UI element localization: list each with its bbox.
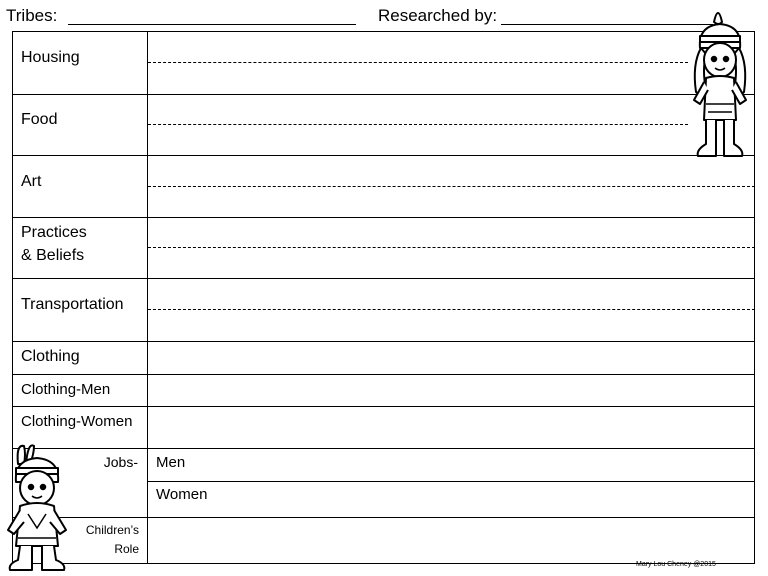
row-label-transportation: Transportation xyxy=(21,296,124,313)
row-label-beliefs: & Beliefs xyxy=(21,247,85,264)
row-divider xyxy=(12,217,755,218)
childrens-role-label-line2: Role xyxy=(114,542,139,556)
row-divider xyxy=(12,448,755,449)
childrens-role-label-line1: Children’s xyxy=(85,523,139,537)
jobs-men-label: Men xyxy=(156,454,186,471)
writing-line-housing[interactable] xyxy=(148,62,688,63)
row-divider xyxy=(12,94,755,95)
row-label-clothing: Clothing xyxy=(21,348,80,365)
row-label-housing: Housing xyxy=(21,49,80,66)
tribes-label: Tribes: xyxy=(6,6,58,25)
row-divider xyxy=(12,374,755,375)
row-label-practices: Practices xyxy=(21,224,87,241)
researched-by-label: Researched by: xyxy=(378,6,498,25)
jobs-women-label: Women xyxy=(156,486,208,503)
row-divider xyxy=(12,341,755,342)
row-label-clothing-men: Clothing-Men xyxy=(21,381,111,398)
writing-line-practices[interactable] xyxy=(148,247,755,248)
copyright-credit: Mary Lou Cheney @2015 xyxy=(636,561,716,568)
jobs-sub-divider xyxy=(147,481,755,482)
tribes-blank[interactable] xyxy=(68,24,356,25)
column-divider xyxy=(147,31,148,564)
row-label-clothing-women: Clothing-Women xyxy=(21,413,133,430)
row-divider xyxy=(12,406,755,407)
row-label-food: Food xyxy=(21,111,58,128)
row-label-art: Art xyxy=(21,173,42,190)
row-divider xyxy=(12,278,755,279)
researched-by-blank[interactable] xyxy=(501,24,713,25)
row-divider xyxy=(12,517,755,518)
writing-line-food[interactable] xyxy=(148,124,688,125)
boy-clipart-icon xyxy=(4,442,70,572)
writing-line-art[interactable] xyxy=(148,186,755,187)
writing-line-transportation[interactable] xyxy=(148,309,755,310)
jobs-label: Jobs- xyxy=(103,454,138,470)
row-divider xyxy=(12,155,755,156)
girl-clipart-icon xyxy=(688,4,752,160)
